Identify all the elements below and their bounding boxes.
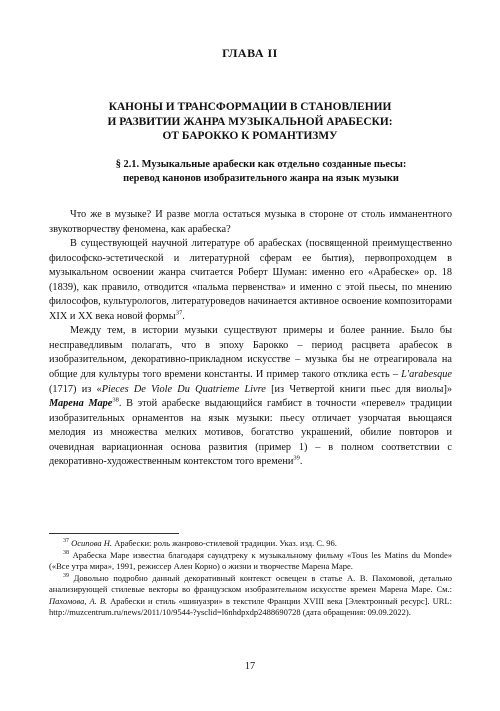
section-heading-line: § 2.1. Музыкальные арабески как отдельно созданные пьесы:	[115, 159, 407, 170]
paragraph-3	[49, 324, 452, 469]
chapter-title-line: ОТ БАРОККО К РОМАНТИЗМУ	[162, 130, 338, 143]
footnote-divider	[49, 533, 179, 534]
footnote-author: Пахомова, А. В.	[49, 595, 108, 606]
footnote-number: 37	[63, 538, 69, 545]
section-heading	[70, 158, 452, 186]
page-number: 17	[244, 661, 256, 672]
chapter-title-line: КАНОНЫ И ТРАНСФОРМАЦИИ В СТАНОВЛЕНИИ	[108, 101, 392, 113]
footnotes	[49, 538, 452, 619]
paragraph-2: В существующей научной литературе об арабесках (посвященной преимущественно философско-эстетической и литературной сферам ее бытия), первопроходцем в музыкальном освоении жанра считается Роберт Шуман: именно его «Арабеске» ор. 18 (1839), как правило, отводится «пальма первенства» и именно с этой пьесы, по мнению философов, культурологов, литературоведов начинается активное освоение композиторами XIX и XX века новой формы$^{37}$.	[49, 238, 452, 322]
work-title: L'arabesque	[401, 369, 452, 381]
paragraph-3-text: .	[299, 456, 303, 468]
paragraph-3-text: . В этой арабеске выдающийся гамбист в точности «перевел» традиции изобразительных орнаментов на язык музыки: пьесу отличает узорчатая вьющаяся мелодия из множества мелких мотивов, богатство украшений, обилие повторов и очевидная вариационная основа развития (пример 1) – в полном соответствии с декоративно-художественным контекстом того времени	[49, 398, 452, 468]
footnote-38	[49, 550, 452, 572]
chapter-title	[60, 100, 440, 144]
paragraph-1: Что же в музыке? И разве могла остаться музыка в стороне от столь имманентного звукотворчеству феномена, как арабеска?	[49, 209, 452, 235]
footnote-37	[49, 538, 452, 549]
footnote-ref[interactable]: 39	[293, 454, 300, 462]
chapter-title-line: И РАЗВИТИИ ЖАНРА МУЗЫКАЛЬНОЙ АРАБЕСКИ:	[107, 115, 393, 128]
footnote-number: 38	[63, 550, 69, 557]
section-heading-line: перевод канонов изобразительного жанра на язык музыки	[123, 173, 399, 184]
footnote-text: Арабески и стиль «шинуазри» в текстиле Франции XVIII века [Электронный ресурс]. URL: http://muzcentrum.ru/news/2011/10/9544-?ysclid=l6nhdpxdp2488690728 (дата обращения: 09.09.2022).	[49, 595, 452, 617]
footnote-author: Осипова Н.	[71, 538, 113, 548]
footnote-ref[interactable]: 37	[175, 309, 183, 317]
paragraph-3-text: Между тем, в истории музыки существуют примеры и более ранние. Было бы несправедливым полагать, что в эпоху Барокко – период расцвета арабесок в изобразительном, декоративно-прикладном искусстве – музыка бы не отреагировала на общие для культуры того времени константы. И пример такого отклика есть –	[49, 325, 452, 381]
paragraph-3-text: (1717) из «	[49, 383, 102, 395]
chapter-heading: ГЛАВА II	[222, 46, 278, 60]
footnote-text: Арабески: роль жанрово-стилевой традиции. Указ. изд. С. 96.	[112, 538, 337, 548]
collection-title: Pieces De Viole Du Quatrieme Livre	[101, 383, 266, 395]
footnote-ref[interactable]: 38	[112, 396, 119, 404]
footnote-number: 39	[63, 573, 69, 580]
composer-name: Марена Маре	[49, 398, 113, 410]
footnote-39	[49, 573, 452, 618]
paragraph-3-text: [из Четвертой книги пьес для виолы]»	[265, 383, 453, 395]
body-text	[49, 208, 452, 470]
paragraph-2-text: В существующей научной литературе об арабесках (посвященной преимущественно философско-эстетической и литературной сферам ее бытия), первопроходцем в музыкальном освоении жанра считается Роберт Шуман: именно его «Арабеске» ор. 18 (1839), как правило, отводится «пальма первенства» и именно с этой пьесы, по мнению философов, культурологов, литературоведов начинается активное освоение композиторами XIX и XX века новой формы	[49, 238, 452, 322]
footnote-text: Арабеска Маре известна благодаря саундтреку к музыкальному фильму «Tous les Matins du Monde» («Все утра мира», 1991, режиссер Ален Корно) о жизни и творчестве Марена Маре.	[49, 550, 452, 572]
footnote-text: Довольно подробно данный декоративный контекст освещен в статье А. В. Пахомовой, детально анализирующей стилевые векторы во французском изобразительном искусстве времен Марена Маре. См.:	[49, 573, 452, 595]
